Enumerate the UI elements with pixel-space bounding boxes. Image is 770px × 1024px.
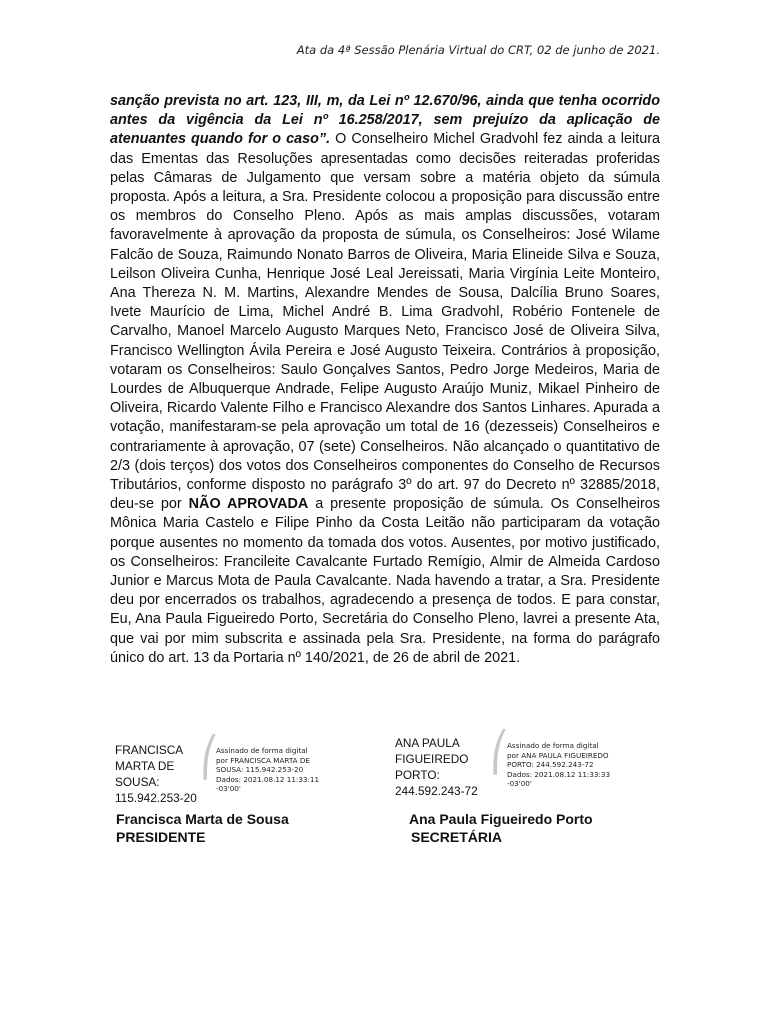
signature-bracket-icon: ⎛: [490, 730, 509, 774]
minutes-body: [110, 92, 660, 668]
digital-line: Assinado de forma digital: [507, 741, 599, 750]
page-header: Ata da 4ª Sessão Plenária Virtual do CRT, 02 de junho de 2021.: [296, 43, 660, 57]
signer-role: SECRETÁRIA: [411, 829, 503, 845]
digital-line: PORTO: 244.592.243-72: [507, 760, 594, 770]
digital-line: por ANA PAULA FIGUEIREDO: [507, 750, 609, 760]
signer-role: PRESIDENTE: [116, 829, 206, 845]
sig-line: 244.592.243-72: [395, 784, 478, 798]
sig-line: ANA PAULA: [395, 736, 460, 750]
digital-line: -03'00': [507, 779, 532, 789]
signer-name: Ana Paula Figueiredo Porto: [409, 811, 593, 827]
bold-intro: sanção prevista no art. 123, III, m, da Lei nº 12.670/96, ainda que tenha ocorrido antes da vigência da Lei nº 16.258/2017, sem prejuízo da aplicação de atenuantes quando for o caso”.: [110, 93, 660, 148]
body-text-part2: a presente proposição de súmula. Os Conselheiros Mônica Maria Castelo e Filipe Pinho da Costa Leitão não participaram da votação porque ausentes no momento da tomada dos votos. Ausentes, por motivo justificado, os Conselheiros: Francileite Cavalcante Furtado Remígio, Almir de Almeida Cardoso Junior e Marcus Mota de Paula Cavalcante. Nada havendo a tratar, a Sra. Presidente deu por encerrados os trabalhos, agradecendo a presença de todos. E para constar, Eu, Ana Paula Figueiredo Porto, Secretária do Conselho Pleno, lavrei a presente Ata, que vai por mim subscrita e assinada pela Sra. Presidente, na forma do parágrafo único do art. 13 da Portaria nº 140/2021, de 26 de abril de 2021.: [110, 496, 660, 666]
digital-line: Dados: 2021.08.12 11:33:33: [507, 769, 611, 779]
digital-line: Dados: 2021.08.12 11:33:11: [216, 774, 320, 784]
digital-line: por FRANCISCA MARTA DE: [216, 755, 310, 765]
sig-line: 115.942.253-20: [115, 791, 197, 805]
digital-line: -03'00': [216, 784, 241, 794]
signature-caption: [116, 810, 289, 846]
sig-line: PORTO:: [395, 768, 440, 782]
digital-line: SOUSA: 115.942.253-20: [216, 765, 304, 775]
signature-caption: [409, 810, 593, 846]
body-text-part1: O Conselheiro Michel Gradvohl fez ainda a leitura das Ementas das Resoluções apresentadas como decisões reiteradas proferidas pelas Câmaras de Julgamento que versam sobre a matéria objeto da súmula proposta. Após a leitura, a Sra. Presidente colocou a proposição para discussão entre os membros do Conselho Pleno. Após as mais amplas discussões, votaram favoravelmente à aprovação da proposta de súmula, os Conselheiros: José Wilame Falcão de Souza, Raimundo Nonato Barros de Oliveira, Maria Elineide Silva e Souza, Leilson Oliveira Cunha, Henrique José Leal Jereissati, Maria Virgínia Leite Monteiro, Ana Thereza N. M. Martins, Alexandre Mendes de Sousa, Dalcília Bruno Soares, Ivete Maurício de Lima, Michel André B. Lima Gradvohl, Robério Fontenele de Carvalho, Manoel Marcelo Augusto Marques Neto, Francisco José de Oliveira Silva, Francisco Wellington Ávila Pereira e José Augusto Teixeira. Contrários à proposição, votaram os Conselheiros: Saulo Gonçalves Santos, Pedro Jorge Medeiros, Maria de Lourdes de Albuquerque Andrade, Felipe Augusto Araújo Muniz, Mikael Pinheiro de Oliveira, Ricardo Valente Filho e Francisco Alexandre dos Santos Linhares. Apurada a votação, manifestaram-se pela aprovação um total de 16 (dezesseis) Conselheiros e contrariamente à aprovação, 07 (sete) Conselheiros. Não alcançado o quantitativo de 2/3 (dois terços) dos votos dos Conselheiros componentes do Conselho de Recursos Tributários, conforme disposto no parágrafo 3º do art. 97 do Decreto nº 32885/2018, deu-se por: [110, 131, 660, 513]
signer-name: Francisca Marta de Sousa: [116, 811, 289, 827]
digital-line: Assinado de forma digital: [216, 746, 308, 755]
signature-name-lines: [115, 742, 197, 806]
sig-line: SOUSA:: [115, 775, 160, 789]
digital-signature-info: [507, 741, 610, 789]
digital-signature-info: [216, 746, 319, 794]
signature-name-lines: [395, 735, 478, 799]
sig-line: FRANCISCA: [115, 743, 184, 757]
sig-line: FIGUEIREDO: [395, 752, 469, 766]
signature-bracket-icon: ⎛: [200, 735, 219, 779]
sig-line: MARTA DE: [115, 759, 175, 773]
decision-result: NÃO APROVADA: [188, 496, 309, 513]
